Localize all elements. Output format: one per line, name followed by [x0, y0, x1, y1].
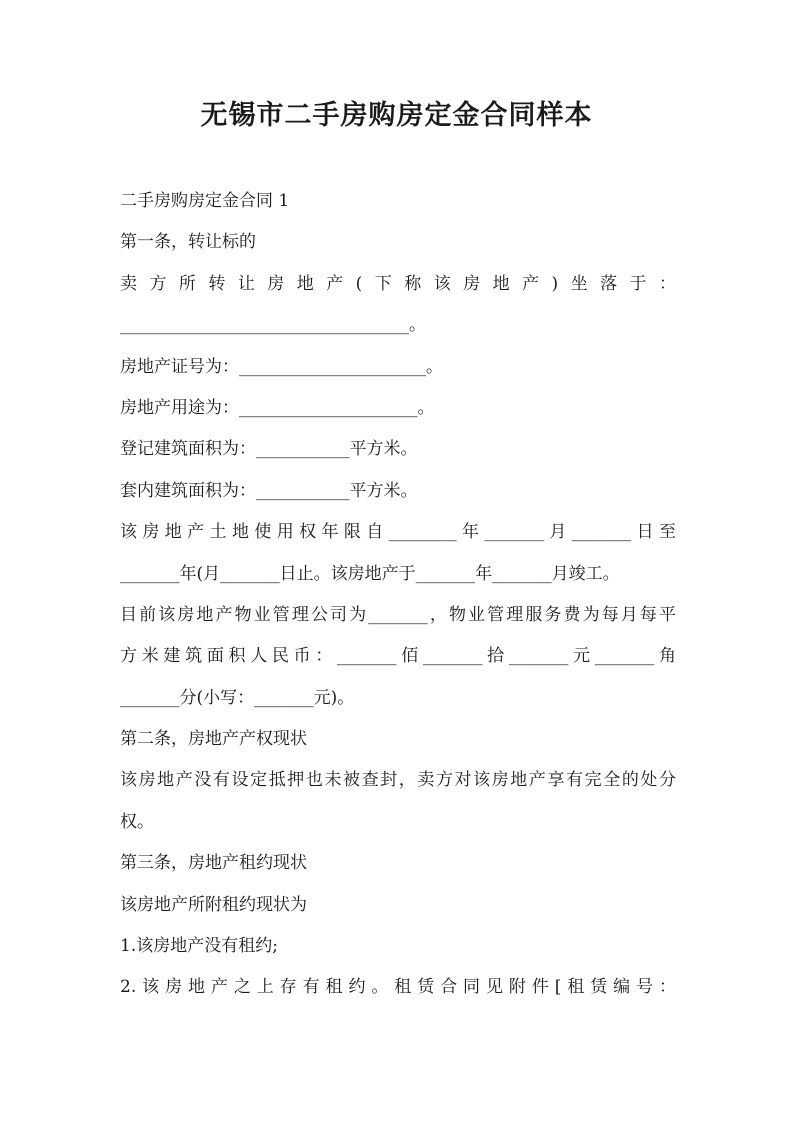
article-heading: 第三条，房地产租约现状 [120, 853, 307, 874]
list-item: 2.该房地产之上存有租约。租赁合同见附件[租赁编号： [120, 977, 676, 998]
paragraph-line: 房地产用途为：_____________________。 [120, 397, 435, 418]
article-heading: 第一条，转让标的 [120, 232, 256, 253]
paragraph-line: 该房地产所附租约现状为 [120, 894, 307, 915]
document-body [120, 183, 676, 1011]
document-title: 无锡市二手房购房定金合同样本 [200, 100, 593, 131]
paragraph-line: 房地产证号为：______________________。 [120, 356, 443, 377]
paragraph-line: 该房地产土地使用权年限自________年_______月_______日至 [120, 522, 676, 543]
section-heading: 二手房购房定金合同 1 [120, 191, 290, 211]
blank-field-line: __________________________________。 [120, 315, 426, 336]
paragraph-line: 登记建筑面积为：___________平方米。 [120, 439, 418, 460]
paragraph-line: 卖方所转让房地产(下称该房地产)坐落于： [120, 273, 676, 294]
paragraph-line: 方米建筑面积人民币：_______佰_______拾_______元_______角 [120, 646, 676, 667]
list-item: 1.该房地产没有租约; [120, 936, 278, 957]
paragraph-line: 权。 [120, 811, 154, 832]
paragraph-line: 该房地产没有设定抵押也未被查封，卖方对该房地产享有完全的处分 [120, 770, 676, 791]
article-heading: 第二条，房地产产权现状 [120, 729, 307, 750]
paragraph-line: _______年(月_______日止。该房地产于_______年_______月竣工。 [120, 563, 620, 584]
paragraph-line: 套内建筑面积为：___________平方米。 [120, 480, 418, 501]
paragraph-line: _______分(小写：_______元)。 [120, 687, 355, 708]
paragraph-line: 目前该房地产物业管理公司为_______，物业管理服务费为每月每平 [120, 604, 676, 625]
